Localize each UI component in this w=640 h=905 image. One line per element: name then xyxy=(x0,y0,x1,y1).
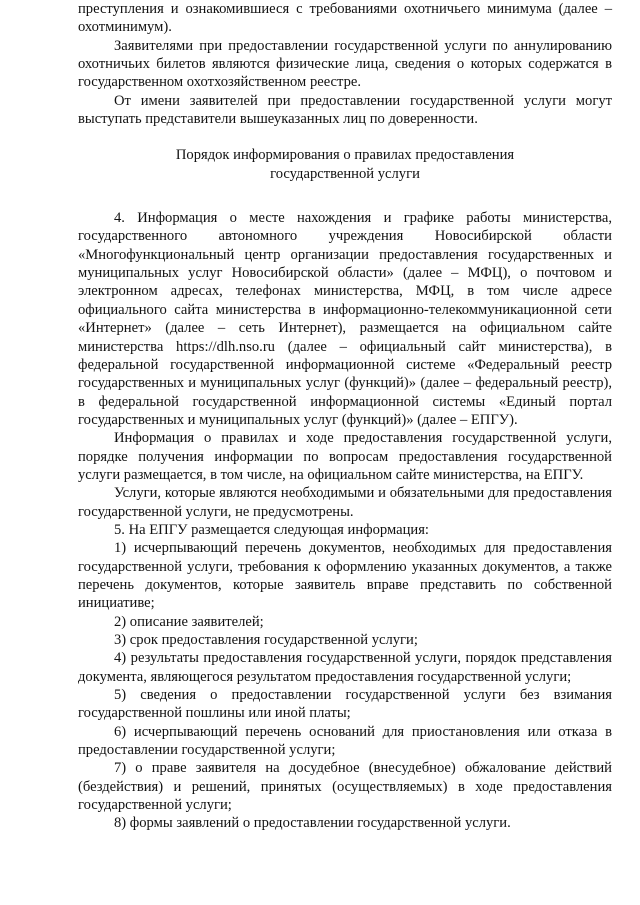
paragraph: преступления и ознакомившиеся с требованиями охотничьего минимума (далее – охотминимум). xyxy=(78,1,612,36)
section-heading-line2: государственной услуги xyxy=(270,165,420,182)
paragraph: Услуги, которые являются необходимыми и обязательными для предоставления государственной услуги, не предусмотрены. xyxy=(78,485,612,520)
list-item: 2) описание заявителей; xyxy=(114,613,264,630)
paragraph: 4. Информация о месте нахождения и графике работы министерства, государственного автономного учреждения Новосибирской области «Многофункциональный центр организации предоставления государственных и муниципальных услуг Новосибирской области» (далее – МФЦ), о почтовом и электронном адресах, телефонах министерства, МФЦ, в том числе адресе официального сайта министерства в информационно-телекоммуникационной сети «Интернет» (далее – сеть Интернет), размещается на официальном сайте министерства https://dlh.nso.ru (далее – официальный сайт министерства), в федеральной государственной информационной системе «Федеральный реестр государственных и муниципальных услуг (функций)» (далее – федеральный реестр), в федеральной государственной информационной системы «Единый портал государственных и муниципальных услуг (функций)» (далее – ЕПГУ). xyxy=(78,210,612,428)
list-item: 4) результаты предоставления государственной услуги, порядок представления документа, являющегося результатом предоставления государственной услуги; xyxy=(78,650,612,685)
list-item: 5) сведения о предоставлении государственной услуги без взимания государственной пошлины или иной платы; xyxy=(78,687,612,722)
list-item: 6) исчерпывающий перечень оснований для приостановления или отказа в предоставлении государственной услуги; xyxy=(78,723,612,759)
paragraph: Информация о правилах и ходе предоставления государственной услуги, порядке получения информации по вопросам предоставления государственной услуги размещается, в том числе, на официальном сайте министерства, на ЕПГУ. xyxy=(78,430,612,483)
paragraph: От имени заявителей при предоставлении государственной услуги могут выступать представители вышеуказанных лиц по доверенности. xyxy=(78,92,612,128)
section-heading: Порядок информирования о правилах предоставления xyxy=(175,147,515,164)
list-item: 7) о праве заявителя на досудебное (внесудебное) обжалование действий (бездействия) и решений, принятых (осуществляемых) в ходе предоставления государственной услуги; xyxy=(78,760,612,814)
list-item: 1) исчерпывающий перечень документов, необходимых для предоставления государственной услуги, требования к оформлению указанных документов, а также перечень документов, которые заявитель вправе представить по собственной инициативе; xyxy=(78,540,612,612)
list-item: 8) формы заявлений о предоставлении государственной услуги. xyxy=(114,815,511,832)
document-page xyxy=(78,0,612,833)
list-item: 3) срок предоставления государственной услуги; xyxy=(114,632,418,648)
paragraph: Заявителями при предоставлении государственной услуги по аннулированию охотничьих билетов являются физические лица, сведения о которых содержатся в государственном охотхозяйственном реестре. xyxy=(78,37,612,91)
paragraph: 5. На ЕПГУ размещается следующая информация: xyxy=(114,521,429,538)
